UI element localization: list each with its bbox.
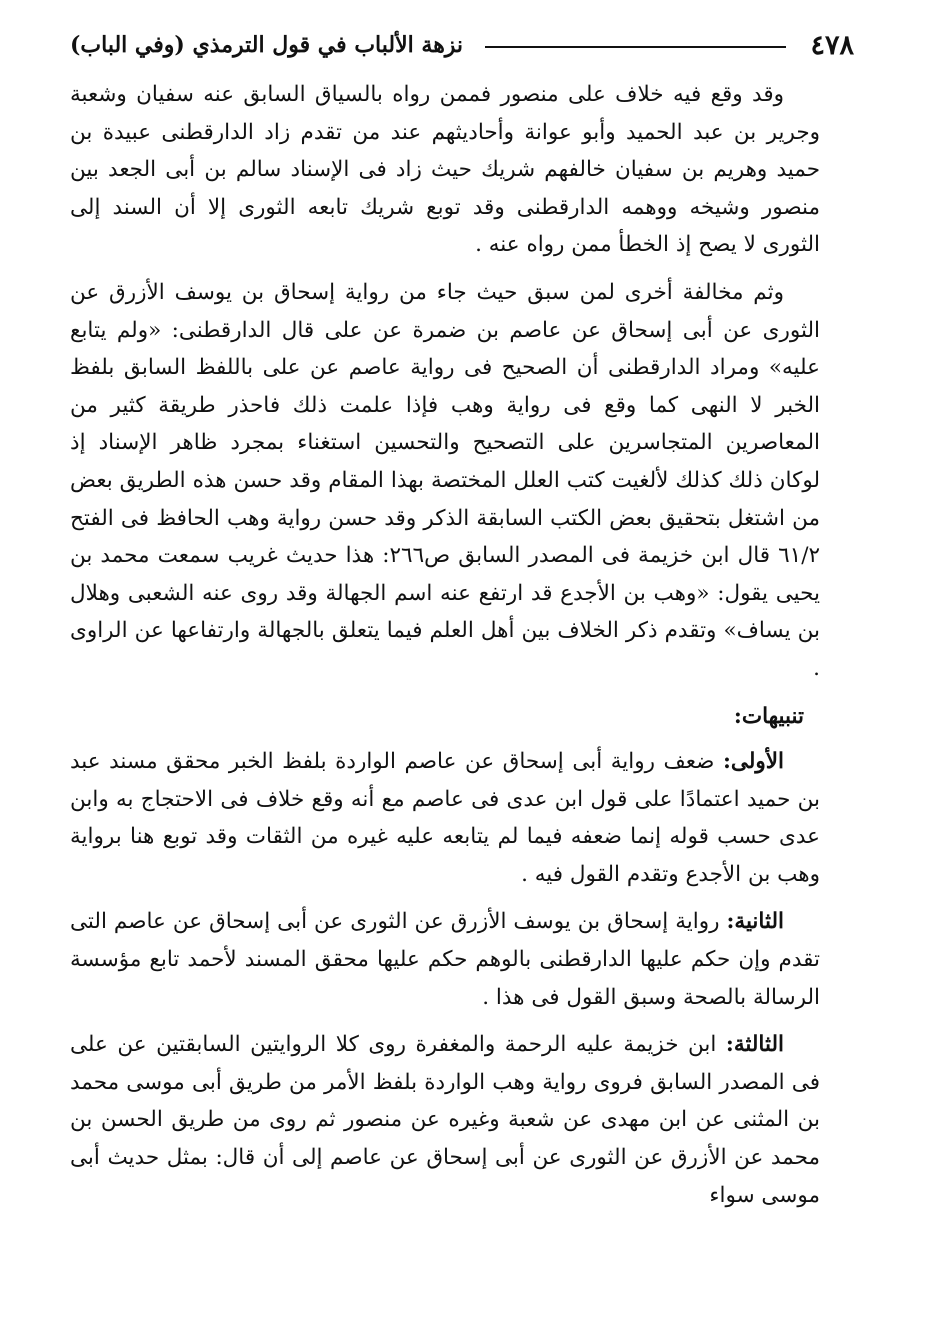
running-title: نزهة الألباب في قول الترمذي (وفي الباب): [70, 32, 464, 58]
paragraph: وثم مخالفة أخرى لمن سبق حيث جاء من رواية إسحاق بن يوسف الأزرق عن الثورى عن أبى إسحاق عن عاصم بن ضمرة عن على قال الدارقطنى: «ولم يتابع عليه» ومراد الدارقطنى أن الصحيح فى رواية عاصم عن على باللفظ السابق بلفظ الخبر لا النهى كما وقع فى رواية وهب فإذا علمت ذلك فاحذر طريقة كثير من المعاصرين المتجاسرين على التصحيح والتحسين استغناء بمجرد ظاهر الإسناد إذ لوكان ذلك كذلك لألغيت كتب العلل المختصة بهذا المقام وقد حسن هذه الطريق بعض من اشتغل بتحقيق بعض الكتب السابقة الذكر وقد حسن رواية وهب الحافظ فى الفتح ٦١/٢ قال ابن خزيمة فى المصدر السابق ص٢٦٦: هذا حديث غريب سمعت محمد بن يحيى يقول: «وهب بن الأجدع قد ارتفع عنه اسم الجهالة وقد روى عنه الشعبى وهلال بن يساف» وتقدم ذكر الخلاف بين أهل العلم فيما يتعلق بالجهالة وارتفاعها عن الراوى .: [70, 279, 820, 681]
note-text: ابن خزيمة عليه الرحمة والمغفرة روى كلا الروايتين السابقتين عن على فى المصدر السابق فروى رواية وهب الواردة بلفظ الأمر من طريق أبى موسى محمد بن المثنى عن ابن مهدى عن شعبة وغيره عن منصور ثم روى من طريق الحسن بن محمد عن الأزرق عن الثورى عن أبى إسحاق عن عاصم إلى أن قال: بمثل حديث أبى موسى سواء: [70, 1032, 820, 1208]
note-label: الأولى:: [722, 749, 784, 775]
notes-heading: تنبيهات:: [733, 703, 804, 729]
note-text: ضعف رواية أبى إسحاق عن عاصم الواردة بلفظ الخبر محقق مسند عبد بن حميد اعتمادًا على قول ابن عدى فى عاصم مع أنه وقع خلاف فى الاحتجاج به وابن عدى حسب قوله إنما ضعفه فيما لم يتابعه عليه غيره من الثقات وقد توبع هنا برواية وهب بن الأجدع وتقدم القول فيه .: [70, 749, 820, 887]
header-rule: [485, 46, 786, 48]
page-number: ٤٧٨: [810, 30, 854, 61]
page-header: [70, 30, 854, 64]
paragraph: وقد وقع فيه خلاف على منصور فممن رواه بالسياق السابق عنه سفيان وشعبة وجرير بن عبد الحميد وأبو عوانة وأحاديثهم عند من تقدم زاد الدارقطنى عبيدة بن حميد وهريم بن سفيان خالفهم شريك حيث زاد فى الإسناد سالم بن أبى الجعد بين منصور وشيخه ووهمه الدارقطنى وقد توبع شريك تابعه الثورى إلا أن السند إلى الثورى لا يصح إذ الخطأ ممن رواه عنه .: [70, 82, 820, 258]
note-item: [70, 1026, 820, 1214]
note-text: رواية إسحاق بن يوسف الأزرق عن الثورى عن أبى إسحاق عن عاصم التى تقدم وإن حكم عليها الدارقطنى بالوهم حكم عليها محقق المسند لأحمد تابع مؤسسة الرسالة بالصحة وسبق القول فى هذا .: [70, 909, 820, 1010]
note-item: [70, 903, 820, 1016]
note-label: الثالثة:: [725, 1032, 784, 1058]
note-label: الثانية:: [726, 909, 784, 935]
page-body: [70, 76, 820, 1224]
note-item: [70, 743, 820, 893]
